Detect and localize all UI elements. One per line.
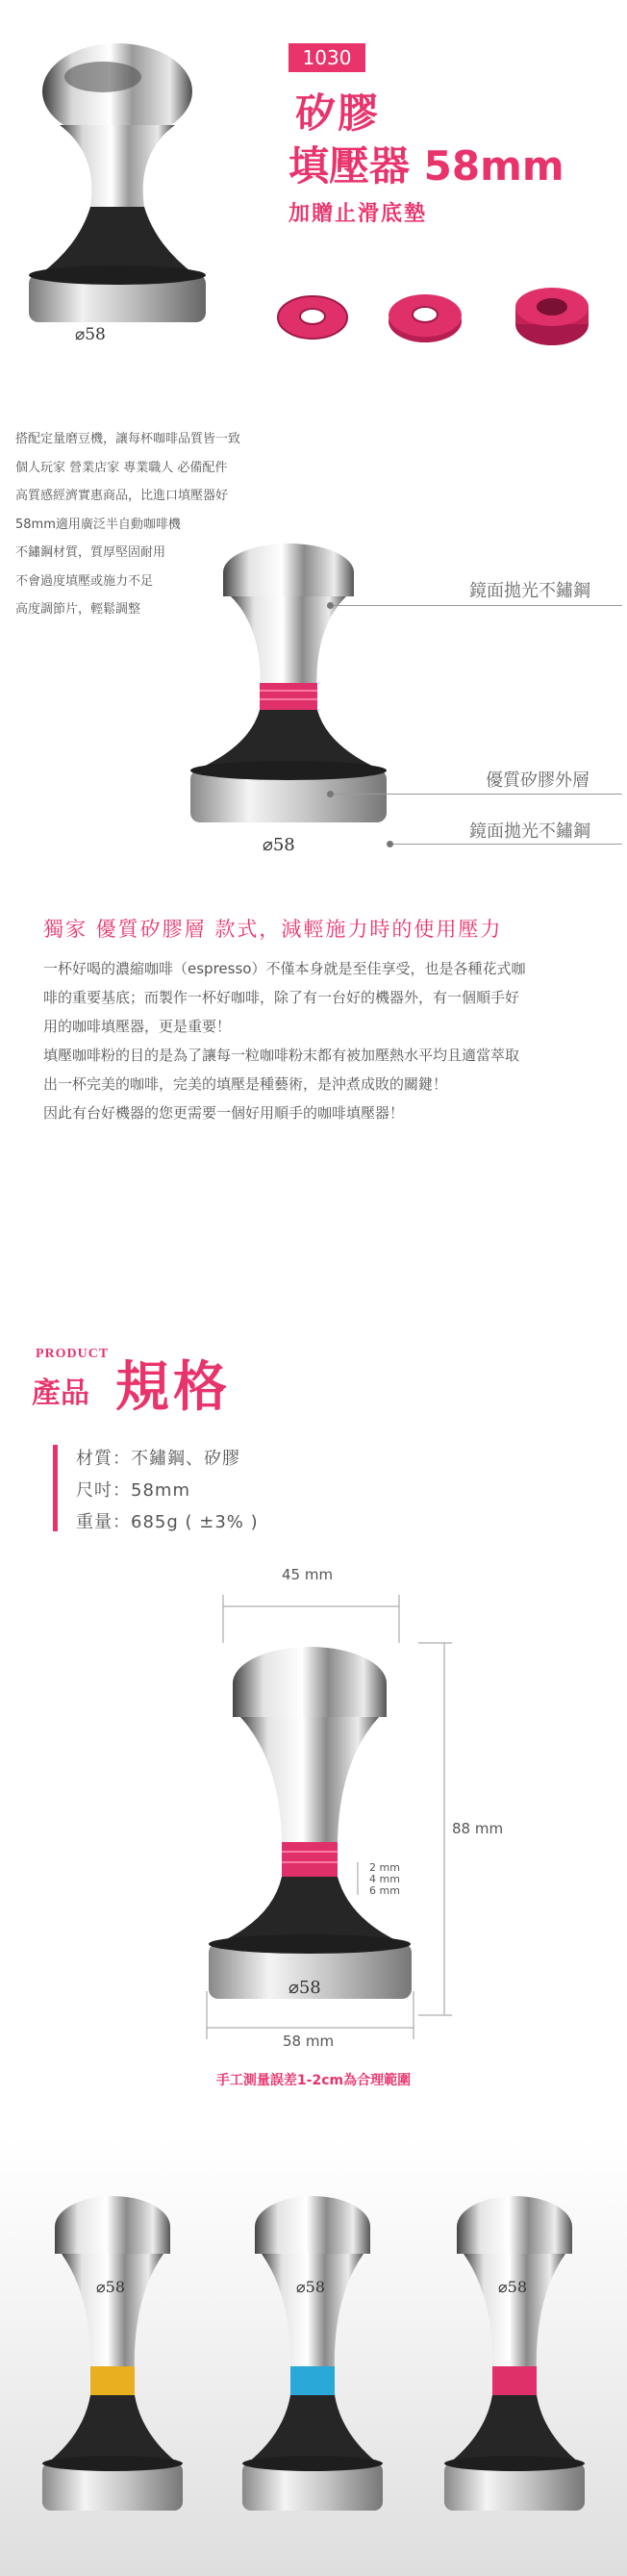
model-badge: 1030 bbox=[288, 43, 365, 72]
spec-label-cn: 產品 bbox=[32, 1376, 89, 1410]
spec-list bbox=[76, 1443, 259, 1538]
spec-size: 尺吋：58mm bbox=[76, 1480, 190, 1501]
callout-dot-bottom bbox=[387, 841, 393, 847]
intro-line: 58mm適用廣泛半自動咖啡機 bbox=[15, 517, 181, 532]
callout-line-bottom bbox=[393, 844, 622, 845]
hero-tamper-image bbox=[21, 38, 213, 356]
hero-title-line2: 填壓器 58mm bbox=[288, 142, 564, 189]
pink-pad-image-2 bbox=[385, 287, 466, 348]
description-line: 用的咖啡填壓器，更是重要！ bbox=[43, 1018, 232, 1035]
callout-line-top bbox=[334, 605, 622, 606]
pink-pad-image-3 bbox=[510, 284, 594, 351]
hero-section bbox=[0, 0, 627, 404]
tamper-gold-mark: ⌀58 bbox=[96, 2278, 125, 2296]
dim-6mm: 6 mm bbox=[369, 1884, 400, 1897]
tamper-blue-image bbox=[240, 2184, 385, 2539]
tamper-pink-mark: ⌀58 bbox=[498, 2278, 527, 2296]
intro-section bbox=[0, 404, 627, 856]
tamper-pink-image bbox=[442, 2184, 587, 2539]
callout-steel-top: 鏡面拋光不鏽鋼 bbox=[469, 581, 590, 601]
description-line: 一杯好喝的濃縮咖啡（espresso）不僅本身就是至佳享受，也是各種花式咖 bbox=[43, 960, 526, 977]
callout-dot-mid bbox=[327, 791, 334, 797]
dim-2mm: 2 mm bbox=[369, 1861, 400, 1874]
dim-top-width: 45 mm bbox=[282, 1566, 334, 1583]
silicone-tamper-image bbox=[183, 539, 394, 846]
description-line: 啡的重要基底；而製作一杯好咖啡，除了有一台好的機器外，有一個順手好 bbox=[43, 989, 520, 1006]
dimension-tamper-image bbox=[207, 1640, 414, 2010]
intro-line: 個人玩家 營業店家 專業職人 必備配件 bbox=[15, 460, 228, 475]
spec-label-en: PRODUCT bbox=[36, 1347, 110, 1361]
dimension-tamper-mark: ⌀58 bbox=[288, 1978, 321, 1998]
callout-silicone: 優質矽膠外層 bbox=[486, 770, 589, 791]
dim-4mm: 4 mm bbox=[369, 1873, 400, 1885]
hero-subtitle: 加贈止滑底墊 bbox=[288, 202, 428, 226]
dim-height: 88 mm bbox=[452, 1820, 504, 1837]
spec-material: 材質：不鏽鋼、矽膠 bbox=[76, 1449, 240, 1469]
spec-accent-bar bbox=[53, 1445, 58, 1531]
spec-heading: 規格 bbox=[115, 1355, 231, 1419]
intro-line: 高質感經濟實惠商品，比進口填壓器好 bbox=[15, 489, 229, 503]
measurement-note: 手工測量誤差1-2cm為合理範圍 bbox=[215, 2073, 412, 2088]
description-line: 因此有台好機器的您更需要一個好用順手的咖啡填壓器！ bbox=[43, 1104, 405, 1122]
intro-line: 不會過度填壓或施力不足 bbox=[15, 573, 154, 589]
description-paragraph bbox=[43, 954, 591, 1127]
spec-section bbox=[0, 1174, 627, 2135]
description-line: 填壓咖啡粉的目的是為了讓每一粒咖啡粉末都有被加壓熱水平均且適當萃取 bbox=[43, 1047, 520, 1064]
spec-weight: 重量：685g ( ±3% ) bbox=[76, 1512, 259, 1532]
mid-tamper-mark: ⌀58 bbox=[263, 835, 295, 855]
callout-line-mid bbox=[334, 794, 622, 795]
callout-steel-bottom: 鏡面拋光不鏽鋼 bbox=[469, 821, 590, 842]
hero-tamper-mark: ⌀58 bbox=[75, 325, 106, 344]
color-variants-section bbox=[0, 2135, 627, 2576]
tamper-gold-image bbox=[40, 2184, 185, 2539]
intro-line: 不鏽鋼材質，質厚堅固耐用 bbox=[15, 545, 166, 560]
intro-line: 搭配定量磨豆機，讓每杯咖啡品質皆一致 bbox=[15, 432, 241, 446]
description-line: 出一杯完美的咖啡，完美的填壓是種藝術，是沖煮成敗的關鍵！ bbox=[43, 1075, 448, 1093]
pink-pad-image-1 bbox=[274, 289, 351, 346]
dim-base-width: 58 mm bbox=[283, 2033, 335, 2050]
callout-dot-top bbox=[327, 602, 334, 609]
intro-line: 高度調節片，輕鬆調整 bbox=[15, 602, 141, 617]
description-section bbox=[0, 856, 627, 1174]
description-heading: 獨家 優質矽膠層 款式，減輕施力時的使用壓力 bbox=[43, 918, 503, 941]
hero-title-line1: 矽膠 bbox=[295, 89, 381, 137]
tamper-blue-mark: ⌀58 bbox=[296, 2278, 325, 2296]
